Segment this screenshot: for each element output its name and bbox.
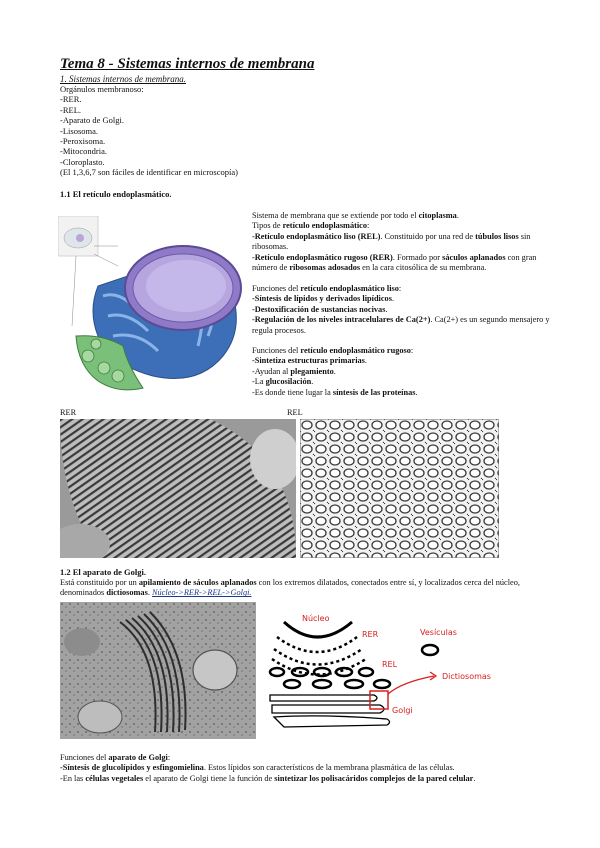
diagram-label-rer: RER <box>362 630 379 639</box>
organelles-heading: Orgánulos membranoso: <box>60 84 144 94</box>
list-item: -REL. <box>60 104 82 115</box>
list-item: -Mitocondria. <box>60 146 107 157</box>
er-illustration <box>58 216 248 406</box>
golgi-diagram <box>262 602 512 739</box>
organelles-note: (El 1,3,6,7 son fáciles de identificar en microscopía) <box>60 167 238 178</box>
section-subtitle: 1. Sistemas internos de membrana. <box>60 74 186 84</box>
section-heading-1-2: 1.2 El aparato de Golgi. <box>60 567 146 577</box>
er-description: Sistema de membrana que se extiende por todo el citoplasma. Tipos de retículo endoplasmático: -Retículo endoplasmático liso (REL). Constituido por una red de túbulos lisos sin ribosomas. -Retículo endoplasmático rugoso (RER). Formado por sáculos aplanados con gran número de ribosomas adosados en la cara citosólica de su membrana. <box>252 211 537 273</box>
list-item: -RER. <box>60 94 82 105</box>
diagram-label-nucleo: Núcleo <box>302 614 330 623</box>
list-item: -Peroxisoma. <box>60 136 106 147</box>
rel-functions: Funciones del retículo endoplasmático liso: -Síntesis de lípidos y derivados lipídicos. -Destoxificación de sustancias nocivas. -Regulación de los niveles intracelulares de Ca(2+). Ca(2+) es un segundo mensajero y regula procesos. <box>252 284 550 335</box>
list-item: -Lisosoma. <box>60 125 99 136</box>
organelles-list <box>60 84 238 178</box>
diagram-label-rel: REL <box>382 660 398 669</box>
rer-micrograph <box>60 419 296 558</box>
rer-micrograph-label: RER <box>60 408 77 417</box>
list-item: -Aparato de Golgi. <box>60 115 124 126</box>
rel-micrograph-label: REL <box>287 408 303 417</box>
diagram-label-dictiosomas: Dictiosomas <box>442 672 491 681</box>
rer-functions: Funciones del retículo endoplasmático rugoso: -Sintetiza estructuras primarias. -Ayudan al plegamiento. -La glucosilación. -Es donde tiene lugar la síntesis de las proteínas. <box>252 346 418 397</box>
golgi-functions: Funciones del aparato de Golgi: -Síntesis de glucolípidos y esfingomielina. Estos lípidos son característicos de la membrana plasmática de las células. -En las células vegetales el aparato de Golgi tiene la función de sintetizar los polisacáridos complejos de la pared celular. <box>60 753 476 783</box>
section-heading-1-1: 1.1 El retículo endoplasmático. <box>60 189 172 199</box>
rel-micrograph <box>300 419 499 558</box>
page-title: Tema 8 - Sistemas internos de membrana <box>60 56 315 72</box>
list-item: -Cloroplasto. <box>60 156 105 167</box>
golgi-description: Está constituido por un apilamiento de sáculos aplanados con los extremos dilatados, conectados entre sí, y localizados cerca del núcleo, denominados dictiosomas. Núcleo->RER->REL->Golgi. <box>60 578 520 598</box>
diagram-label-golgi: Golgi <box>392 706 413 715</box>
golgi-micrograph <box>60 602 256 739</box>
diagram-label-vesiculas: Vesículas <box>420 628 457 637</box>
golgi-pathway-link[interactable]: Núcleo->RER->REL->Golgi. <box>151 588 252 598</box>
